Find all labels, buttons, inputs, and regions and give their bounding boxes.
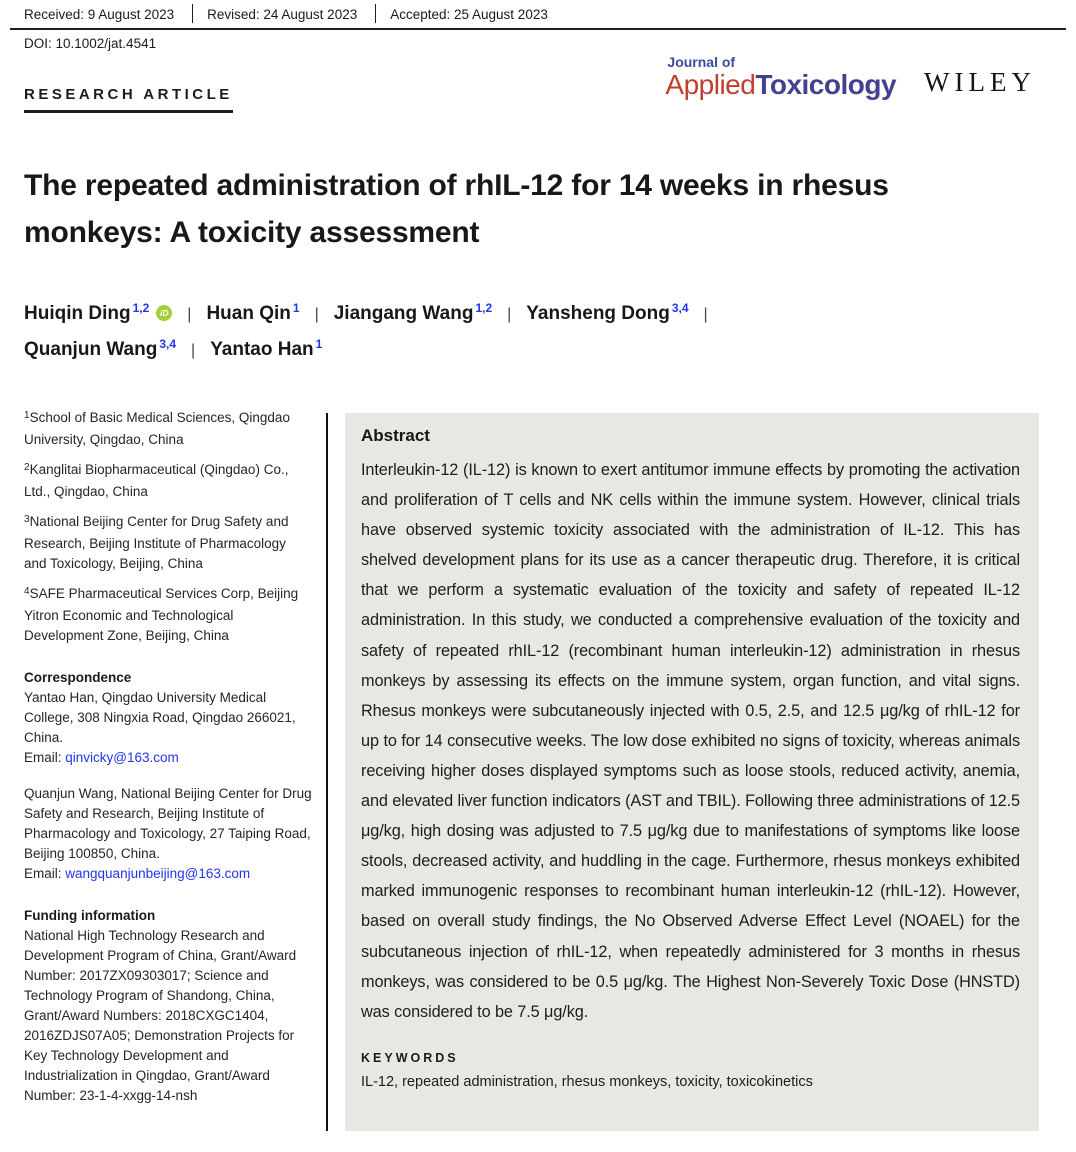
affiliation-1: [24, 408, 312, 450]
author-name: Quanjun Wang: [24, 339, 158, 360]
abstract-panel: [345, 413, 1039, 1131]
affiliation-text: National Beijing Center for Drug Safety and Research, Beijing Institute of Pharmacology and Toxicology, Beijing, China: [24, 514, 289, 571]
affiliation-sup: 4: [24, 586, 30, 597]
keywords-text: IL-12, repeated administration, rhesus monkeys, toxicity, toxicokinetics: [361, 1073, 813, 1090]
journal-logo-line1: Journal of: [667, 54, 736, 70]
author-affiliation-sup: 3,4: [159, 337, 177, 351]
keywords-heading: KEYWORDS: [361, 1050, 459, 1065]
affiliation-text: SAFE Pharmaceutical Services Corp, Beijing Yitron Economic and Technological Development Zone, Beijing, China: [24, 586, 299, 643]
email-label: Email:: [24, 750, 66, 765]
author-affiliation-sup: 1: [292, 301, 300, 315]
author-affiliation-sup: 1,2: [132, 301, 150, 315]
author-separator: |: [314, 306, 319, 323]
doi: DOI: 10.1002/jat.4541: [24, 36, 157, 51]
funding-text: National High Technology Research and Development Program of China, Grant/Award Number: 2017ZX09303017; Science and Technology Program of Shandong, China, Grant/Award Numbers: 2018CXGC1404, 2016ZDJS07A05; Demonstration Projects for Key Technology Development and Industrialization in Qingdao, Grant/Award Number: 23-1-4-xxgg-14-nsh: [24, 928, 297, 1103]
abstract-body: Interleukin-12 (IL-12) is known to exert antitumor immune effects by promoting the activation and proliferation of T cells and NK cells within the immune system. However, clinical trials have observed systemic toxicity associated with the administration of IL-12. This has shelved development plans for its use as a cancer therapeutic drug. Therefore, it is critical that we perform a systematic evaluation of the toxicity and safety of repeated IL-12 administration. In this study, we conducted a comprehensive evaluation of the toxicity and safety of repeated rhIL-12 (recombinant human interleukin-12) administration in rhesus monkeys by assessing its effects on the immune system, organ function, and vital signs. Rhesus monkeys were subcutaneously injected with 0.5, 2.5, and 12.5 μg/kg of rhIL-12 for up to for 14 consecutive weeks. The low dose exhibited no signs of toxicity, whereas animals receiving higher doses displayed symptoms such as loose stools, reduced activity, anemia, and elevated liver function indicators (AST and TBIL). Following three administrations of 12.5 μg/kg, high dosing was adjusted to 7.5 μg/kg due to manifestations of symptoms like loose stools, decreased activity, and huddling in the cage. Furthermore, rhesus monkeys exhibited marked immunogenic responses to recombinant human interleukin-12 (rhIL-12). However, based on overall study findings, the No Observed Adverse Effect Level (NOAEL) for the subcutaneous injection of rhIL-12, when repeatedly administered for 3 months in rhesus monkeys, was considered to be 0.5 μg/kg. The Highest Non-Severely Toxic Dose (HNSTD) was considered to be 7.5 μg/kg.: [361, 461, 1020, 1021]
affiliation-text: School of Basic Medical Sciences, Qingdao University, Qingdao, China: [24, 410, 290, 447]
author-name: Yansheng Dong: [526, 303, 670, 324]
journal-logo: [665, 55, 896, 99]
author-list: [24, 296, 1034, 368]
author-name: Jiangang Wang: [333, 303, 474, 324]
article-title: The repeated administration of rhIL-12 for 14 weeks in rhesus monkeys: A toxicity assessment: [24, 169, 889, 249]
wiley-logo: WILEY: [924, 67, 1036, 97]
email-link-qinvicky[interactable]: qinvicky@163.com: [65, 750, 179, 765]
correspondence-entry-1: [24, 688, 312, 768]
author-separator: |: [703, 306, 708, 323]
author-affiliation-sup: 1,2: [475, 301, 493, 315]
author-row-2: [24, 332, 1034, 368]
author-huan-qin: [206, 303, 299, 325]
author-jiangang-wang: [334, 303, 492, 325]
author-row-1: [24, 296, 1034, 332]
correspondence-heading: Correspondence: [24, 670, 132, 685]
funding-heading: Funding information: [24, 908, 156, 923]
affiliation-sup: 1: [24, 410, 30, 421]
column-divider: [326, 413, 328, 1131]
author-yantao-han: [210, 339, 322, 361]
journal-logo-name: [665, 71, 896, 99]
author-name: Yantao Han: [210, 339, 314, 360]
author-quanjun-wang: [24, 339, 176, 361]
correspondence-entry-2: [24, 784, 312, 884]
affiliation-2: [24, 460, 312, 502]
author-separator: |: [191, 342, 196, 359]
author-affiliation-sup: 3,4: [671, 301, 689, 315]
author-name: Huan Qin: [206, 303, 291, 324]
orcid-icon[interactable]: iD: [156, 305, 172, 321]
revised-date: Revised: 24 August 2023: [193, 4, 376, 23]
accepted-date: Accepted: 25 August 2023: [390, 7, 548, 22]
affiliation-3: [24, 512, 312, 574]
affiliation-sup: 3: [24, 514, 30, 525]
author-separator: |: [187, 306, 192, 323]
journal-logo-toxicology: Toxicology: [755, 69, 897, 100]
affiliation-text: Kanglitai Biopharmaceutical (Qingdao) Co., Ltd., Qingdao, China: [24, 462, 289, 499]
journal-logo-applied: Applied: [665, 69, 756, 100]
received-date: Received: 9 August 2023: [10, 4, 193, 23]
affiliation-4: [24, 584, 312, 646]
author-name: Huiqin Ding: [24, 303, 131, 324]
affiliation-sup: 2: [24, 462, 30, 473]
email-label: Email:: [24, 866, 66, 881]
left-sidebar: [24, 408, 312, 1106]
author-affiliation-sup: 1: [315, 337, 323, 351]
journal-branding: [665, 55, 1036, 99]
correspondence-text: Quanjun Wang, National Beijing Center for Drug Safety and Research, Beijing Institute of Pharmacology and Toxicology, 27 Taiping Road, Beijing 100850, China.: [24, 786, 312, 861]
received-revised-accepted-bar: [10, 4, 1066, 30]
article-type-label: RESEARCH ARTICLE: [24, 86, 233, 113]
author-huiqin-ding: [24, 303, 172, 325]
email-link-wangquanjun[interactable]: wangquanjunbeijing@163.com: [65, 866, 251, 881]
author-yansheng-dong: [526, 303, 688, 325]
correspondence-text: Yantao Han, Qingdao University Medical College, 308 Ningxia Road, Qingdao 266021, China.: [24, 690, 296, 745]
author-separator: |: [507, 306, 512, 323]
abstract-heading: Abstract: [361, 426, 430, 445]
